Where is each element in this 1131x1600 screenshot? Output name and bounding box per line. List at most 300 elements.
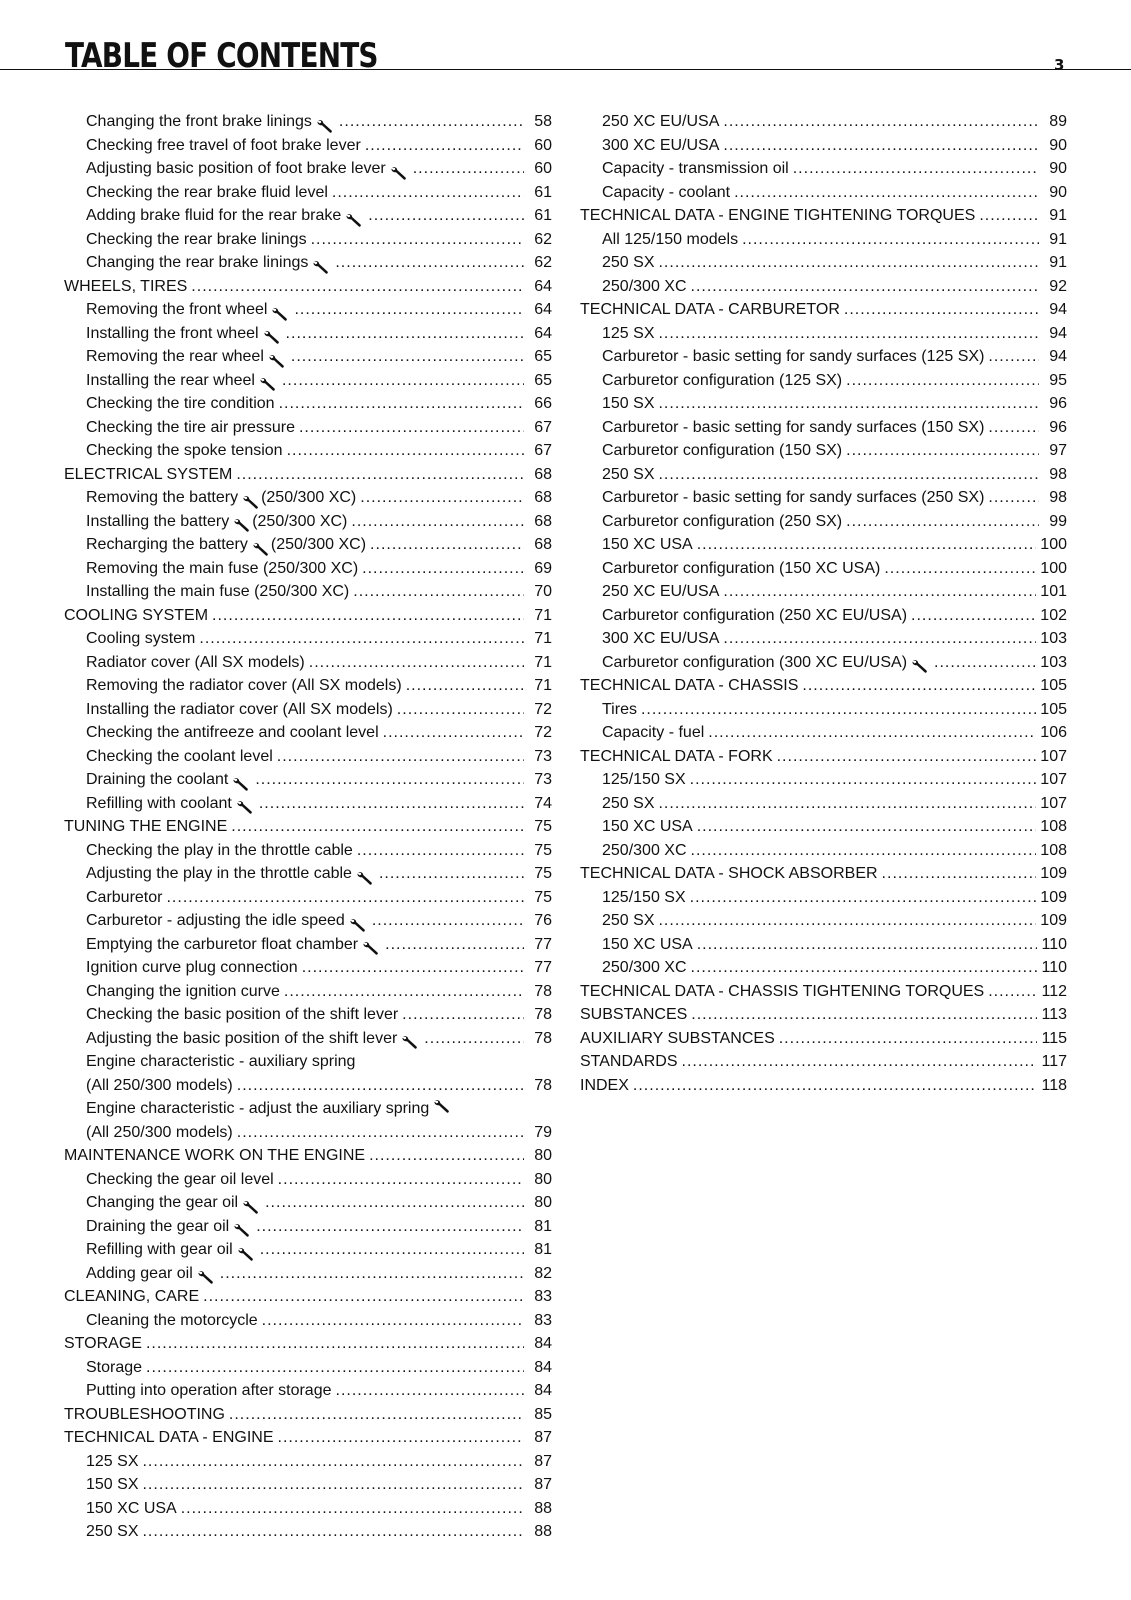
toc-entry[interactable]: [580, 463, 1067, 487]
toc-entry-label: 150 XC USA: [602, 536, 693, 553]
dot-leader: [397, 698, 524, 722]
toc-page-number: 81: [534, 1217, 552, 1235]
toc-entry-label: WHEELS, TIRES: [64, 277, 188, 295]
toc-entry[interactable]: [580, 956, 1067, 980]
dot-leader: [368, 204, 524, 228]
toc-entry[interactable]: [64, 557, 552, 581]
toc-entry[interactable]: [64, 1191, 552, 1215]
toc-page-number: 88: [534, 1523, 552, 1540]
toc-entry-label: Adding gear oil: [86, 1264, 193, 1282]
wrench-icon: [259, 377, 276, 392]
toc-entry-label: Checking the basic position of the shift lever: [86, 1006, 399, 1023]
dot-leader: [284, 980, 524, 1004]
toc-section-entry[interactable]: [580, 862, 1067, 886]
toc-entry-label: Cooling system: [86, 630, 196, 647]
toc-entry-label: CLEANING, CARE: [64, 1288, 200, 1305]
dot-leader: [237, 1074, 524, 1098]
toc-entry-label: Adjusting the basic position of the shift lever: [86, 1029, 398, 1047]
toc-entry[interactable]: [580, 627, 1067, 651]
dot-leader: [294, 298, 524, 322]
toc-page-number: 117: [1041, 1053, 1067, 1070]
toc-entry[interactable]: [64, 345, 552, 369]
dot-leader: [742, 228, 1039, 252]
toc-entry-label: TECHNICAL DATA - CHASSIS: [580, 677, 799, 694]
toc-entry-label: Tires: [602, 700, 637, 718]
dot-leader: [385, 933, 524, 957]
toc-entry-label: Installing the front wheel: [86, 324, 259, 342]
toc-page-number: 108: [1040, 818, 1067, 835]
wrench-icon: [312, 260, 329, 275]
toc-section-entry[interactable]: [64, 815, 552, 839]
toc-entry[interactable]: [64, 1168, 552, 1192]
toc-entry[interactable]: [580, 322, 1067, 346]
toc-entry[interactable]: [580, 134, 1067, 158]
toc-entry[interactable]: [64, 745, 552, 769]
dot-leader: [335, 251, 524, 275]
toc-section-entry[interactable]: [580, 745, 1067, 769]
dot-leader: [142, 1450, 524, 1474]
toc-entry-label: Emptying the carburetor float chamber: [86, 935, 359, 953]
dot-leader: [277, 745, 524, 769]
toc-entry-label: 250/300 XC: [602, 277, 687, 295]
toc-entry-label: 125 SX: [86, 1452, 139, 1470]
toc-page-number: 65: [534, 348, 552, 365]
toc-entry-label: Changing the front brake linings: [86, 113, 312, 130]
dot-leader: [723, 580, 1036, 604]
dot-leader: [278, 1426, 524, 1450]
toc-entry[interactable]: [64, 110, 552, 134]
toc-entry-label: Radiator cover (All SX models): [86, 653, 305, 671]
toc-page-number: 75: [534, 818, 552, 835]
dot-leader: [658, 909, 1036, 933]
toc-entry[interactable]: [64, 1497, 552, 1521]
toc-entry[interactable]: [580, 157, 1067, 181]
toc-page-number: 91: [1049, 207, 1067, 224]
dot-leader: [691, 275, 1039, 299]
toc-page-number: 96: [1049, 395, 1067, 412]
toc-entry[interactable]: [64, 1238, 552, 1262]
dot-leader: [402, 1003, 524, 1027]
wrench-icon: [242, 495, 259, 510]
toc-left-column: [64, 110, 552, 1544]
toc-page-number: 80: [534, 1194, 552, 1211]
toc-page-number: 102: [1040, 606, 1067, 624]
toc-entry-second-line: [86, 1074, 552, 1098]
toc-page-number: 75: [534, 841, 552, 859]
toc-entry[interactable]: [64, 651, 552, 675]
toc-entry-label: Carburetor - adjusting the idle speed: [86, 912, 345, 929]
toc-page-number: 85: [534, 1405, 552, 1423]
toc-entry[interactable]: [64, 862, 552, 886]
toc-section-entry[interactable]: [64, 1144, 552, 1168]
toc-entry[interactable]: [64, 1215, 552, 1239]
toc-page-number: 78: [534, 1029, 552, 1047]
toc-entry[interactable]: [64, 416, 552, 440]
dot-leader: [882, 862, 1037, 886]
toc-entry[interactable]: [64, 1450, 552, 1474]
toc-entry[interactable]: [580, 933, 1067, 957]
toc-entry-label: Checking the gear oil level: [86, 1170, 274, 1188]
toc-entry[interactable]: [580, 792, 1067, 816]
toc-entry[interactable]: [64, 228, 552, 252]
toc-entry[interactable]: [64, 369, 552, 393]
toc-page-number: 83: [534, 1311, 552, 1329]
toc-entry-label: Carburetor - basic setting for sandy surfaces (250 SX): [602, 489, 985, 506]
dot-leader: [723, 134, 1039, 158]
toc-entry[interactable]: [64, 1050, 552, 1097]
toc-entry-label: TROUBLESHOOTING: [64, 1405, 225, 1423]
toc-entry[interactable]: [64, 956, 552, 980]
toc-entry-label: Changing the rear brake linings: [86, 254, 309, 271]
toc-page-number: 110: [1041, 935, 1067, 953]
toc-entry[interactable]: [580, 721, 1067, 745]
toc-entry-label: 250 SX: [86, 1523, 139, 1540]
dot-leader: [357, 839, 524, 863]
toc-entry[interactable]: [64, 839, 552, 863]
toc-entry[interactable]: [64, 510, 552, 534]
wrench-icon: [242, 1200, 259, 1215]
toc-page-number: 118: [1041, 1076, 1067, 1094]
dot-leader: [911, 604, 1036, 628]
toc-entry[interactable]: [64, 1520, 552, 1544]
toc-section-entry[interactable]: [580, 1050, 1067, 1074]
wrench-icon: [197, 1270, 214, 1285]
toc-entry[interactable]: [580, 557, 1067, 581]
toc-entry-label: 300 XC EU/USA: [602, 630, 720, 647]
toc-page-number: 64: [534, 301, 552, 318]
toc-page-number: 78: [534, 1076, 552, 1094]
toc-section-entry[interactable]: [64, 463, 552, 487]
dot-leader: [237, 1121, 524, 1145]
toc-entry-label: Refilling with coolant: [86, 794, 232, 812]
toc-section-entry[interactable]: [580, 204, 1067, 228]
toc-entry[interactable]: [64, 698, 552, 722]
wrench-icon: [271, 307, 288, 322]
dot-leader: [988, 980, 1037, 1004]
toc-entry[interactable]: [64, 792, 552, 816]
wrench-icon: [911, 659, 928, 674]
dot-leader: [265, 1191, 524, 1215]
toc-entry[interactable]: [64, 909, 552, 933]
toc-entry[interactable]: [580, 651, 1067, 675]
dot-leader: [697, 533, 1037, 557]
toc-entry-label: COOLING SYSTEM: [64, 606, 209, 624]
toc-entry[interactable]: [64, 721, 552, 745]
toc-entry-label: Removing the battery: [86, 489, 239, 506]
toc-section-entry[interactable]: [580, 980, 1067, 1004]
toc-entry-label: Checking the tire air pressure: [86, 418, 295, 436]
toc-entry-label: Installing the main fuse (250/300 XC): [86, 583, 350, 600]
toc-entry-label: Checking the rear brake fluid level: [86, 183, 328, 201]
toc-page-number: 75: [534, 888, 552, 906]
toc-entry[interactable]: [64, 392, 552, 416]
toc-page-number: 71: [534, 606, 552, 624]
dot-leader: [424, 1027, 524, 1051]
toc-entry-label: 250 SX: [602, 254, 655, 271]
dot-leader: [279, 392, 524, 416]
toc-page-number: 91: [1049, 230, 1067, 248]
toc-entry[interactable]: [580, 369, 1067, 393]
toc-page-number: 68: [534, 512, 552, 530]
toc-page-number: 68: [534, 465, 552, 483]
toc-page-number: 107: [1040, 794, 1067, 812]
toc-page-number: 83: [534, 1288, 552, 1305]
toc-entry-label: Draining the coolant: [86, 771, 229, 788]
toc-entry[interactable]: [64, 322, 552, 346]
toc-page-number: 71: [534, 653, 552, 671]
toc-entry-label: 250 SX: [602, 465, 655, 483]
toc-page-number: 89: [1049, 113, 1067, 130]
toc-entry[interactable]: [64, 1003, 552, 1027]
toc-entry[interactable]: [64, 157, 552, 181]
dot-leader: [360, 486, 524, 510]
dot-leader: [846, 439, 1039, 463]
toc-entry[interactable]: [64, 134, 552, 158]
dot-leader: [203, 1285, 524, 1309]
toc-entry[interactable]: [64, 204, 552, 228]
dot-leader: [259, 792, 524, 816]
toc-entry-label: STORAGE: [64, 1335, 142, 1352]
toc-section-entry[interactable]: [64, 275, 552, 299]
toc-entry-label: 150 XC USA: [602, 818, 693, 835]
toc-entry[interactable]: [580, 275, 1067, 299]
toc-page-number: 84: [534, 1382, 552, 1399]
toc-page-number: 95: [1049, 371, 1067, 389]
toc-page-number: 76: [534, 912, 552, 929]
toc-entry[interactable]: [64, 886, 552, 910]
toc-entry-label: Changing the ignition curve: [86, 982, 280, 1000]
dot-leader: [369, 1144, 524, 1168]
toc-entry[interactable]: [580, 416, 1067, 440]
toc-entry[interactable]: [64, 933, 552, 957]
toc-section-entry[interactable]: [64, 1332, 552, 1356]
toc-entry-label: Installing the radiator cover (All SX models): [86, 700, 393, 718]
toc-page-number: 100: [1040, 559, 1067, 577]
dot-leader: [220, 1262, 524, 1286]
toc-entry-label: INDEX: [580, 1076, 629, 1094]
toc-page-number: 60: [534, 136, 552, 154]
toc-page-number: 97: [1049, 442, 1067, 459]
toc-entry[interactable]: [64, 439, 552, 463]
toc-entry[interactable]: [64, 181, 552, 205]
toc-entry[interactable]: [64, 533, 552, 557]
wrench-icon: [236, 800, 253, 815]
toc-entry[interactable]: [64, 627, 552, 651]
toc-entry[interactable]: [580, 510, 1067, 534]
toc-page-number: 90: [1049, 136, 1067, 154]
toc-entry-label: Removing the main fuse (250/300 XC): [86, 559, 359, 577]
toc-entry[interactable]: [580, 768, 1067, 792]
toc-entry[interactable]: [64, 486, 552, 510]
toc-entry[interactable]: [580, 580, 1067, 604]
toc-entry[interactable]: [64, 1309, 552, 1333]
dot-leader: [236, 463, 524, 487]
toc-page-number: 61: [534, 183, 552, 201]
toc-page-number: 99: [1049, 512, 1067, 530]
toc-entry-label: 125/150 SX: [602, 771, 686, 788]
toc-entry[interactable]: [580, 439, 1067, 463]
dot-leader: [286, 322, 524, 346]
toc-entry[interactable]: [580, 815, 1067, 839]
toc-section-entry[interactable]: [580, 298, 1067, 322]
toc-entry[interactable]: [580, 486, 1067, 510]
toc-entry-label: TECHNICAL DATA - ENGINE: [64, 1429, 274, 1446]
dot-leader: [379, 862, 524, 886]
toc-entry-label: Capacity - coolant: [602, 183, 731, 201]
toc-entry-label: TUNING THE ENGINE: [64, 818, 228, 835]
toc-page-number: 110: [1041, 959, 1067, 976]
toc-entry[interactable]: [580, 228, 1067, 252]
toc-page-number: 96: [1049, 418, 1067, 436]
toc-entry-suffix: (250/300 XC): [261, 489, 357, 506]
toc-entry[interactable]: [580, 181, 1067, 205]
toc-entry[interactable]: [64, 674, 552, 698]
wrench-icon: [252, 542, 269, 557]
toc-page-number: 64: [534, 324, 552, 342]
toc-entry[interactable]: [580, 839, 1067, 863]
toc-entry[interactable]: [64, 1356, 552, 1380]
toc-entry[interactable]: [580, 110, 1067, 134]
toc-entry[interactable]: [580, 345, 1067, 369]
toc-page-number: 64: [534, 277, 552, 295]
dot-leader: [311, 228, 524, 252]
toc-entry-label: Storage: [86, 1358, 143, 1376]
dot-leader: [181, 1497, 524, 1521]
dot-leader: [302, 956, 524, 980]
dot-leader: [691, 839, 1037, 863]
toc-entry[interactable]: [64, 1262, 552, 1286]
toc-entry[interactable]: [64, 1379, 552, 1403]
toc-entry-label: Adjusting basic position of foot brake lever: [86, 160, 386, 177]
toc-entry[interactable]: [580, 604, 1067, 628]
toc-entry-label: Carburetor: [86, 888, 163, 906]
toc-entry-label: Recharging the battery: [86, 536, 248, 553]
toc-page-number: 71: [534, 677, 552, 694]
dot-leader: [979, 204, 1039, 228]
dot-leader: [255, 768, 524, 792]
dot-leader: [658, 463, 1039, 487]
wrench-icon: [263, 330, 280, 345]
toc-page-number: 90: [1049, 160, 1067, 177]
toc-page-number: 90: [1049, 183, 1067, 201]
dot-leader: [336, 1379, 525, 1403]
toc-entry-label: Capacity - fuel: [602, 724, 705, 741]
toc-entry-label: Removing the rear wheel: [86, 348, 264, 365]
toc-entry-label: 150 XC USA: [86, 1499, 177, 1517]
toc-entry-label: Installing the battery: [86, 512, 230, 530]
toc-page-number: 112: [1041, 982, 1067, 1000]
toc-entry-label: Carburetor configuration (250 SX): [602, 512, 843, 530]
dot-leader: [339, 110, 524, 134]
toc-page-number: 65: [534, 371, 552, 389]
toc-entry[interactable]: [64, 1097, 552, 1144]
toc-page-number: 88: [534, 1499, 552, 1517]
toc-section-entry[interactable]: [580, 1074, 1067, 1098]
toc-page-number: 67: [534, 418, 552, 436]
toc-entry-label: 150 SX: [86, 1476, 139, 1493]
toc-entry-label: Installing the rear wheel: [86, 371, 255, 389]
toc-entry-first-line: [86, 1097, 552, 1121]
toc-page-number: 78: [534, 982, 552, 1000]
toc-section-entry[interactable]: [64, 1285, 552, 1309]
wrench-icon: [362, 941, 379, 956]
dot-leader: [231, 815, 524, 839]
toc-page-number: 94: [1049, 301, 1067, 318]
toc-entry-label: Carburetor - basic setting for sandy surfaces (150 SX): [602, 418, 985, 436]
dot-leader: [734, 181, 1039, 205]
toc-entry[interactable]: [64, 980, 552, 1004]
toc-page-number: 73: [534, 771, 552, 788]
toc-section-entry[interactable]: [580, 1027, 1067, 1051]
dot-leader: [691, 956, 1038, 980]
toc-section-entry[interactable]: [64, 604, 552, 628]
toc-page-number: 108: [1040, 841, 1067, 859]
dot-leader: [691, 1003, 1037, 1027]
toc-entry[interactable]: [64, 580, 552, 604]
toc-entry-label: TECHNICAL DATA - ENGINE TIGHTENING TORQUES: [580, 207, 976, 224]
toc-entry[interactable]: [580, 698, 1067, 722]
toc-entry-label: Adding brake fluid for the rear brake: [86, 207, 342, 224]
toc-entry[interactable]: [580, 533, 1067, 557]
dot-leader: [697, 815, 1037, 839]
toc-page-number: 115: [1041, 1029, 1067, 1047]
toc-section-entry[interactable]: [580, 1003, 1067, 1027]
toc-entry[interactable]: [580, 886, 1067, 910]
toc-entry[interactable]: [64, 768, 552, 792]
toc-entry-suffix: (250/300 XC): [252, 512, 348, 530]
toc-page-number: 94: [1049, 324, 1067, 342]
dot-leader: [413, 157, 524, 181]
toc-entry-label: Ignition curve plug connection: [86, 959, 298, 976]
toc-entry[interactable]: [64, 298, 552, 322]
toc-entry[interactable]: [580, 392, 1067, 416]
dot-leader: [658, 392, 1039, 416]
toc-page-number: 87: [534, 1452, 552, 1470]
toc-entry-label: Draining the gear oil: [86, 1217, 230, 1235]
toc-entry-label: Checking the tire condition: [86, 395, 275, 412]
toc-entry-label: 250/300 XC: [602, 959, 687, 976]
wrench-icon: [233, 518, 250, 533]
toc-entry-label: 250 XC EU/USA: [602, 583, 720, 600]
toc-entry[interactable]: [580, 251, 1067, 275]
dot-leader: [406, 674, 524, 698]
toc-page-number: 92: [1049, 277, 1067, 295]
wrench-icon: [237, 1247, 254, 1262]
wrench-icon: [316, 119, 333, 134]
toc-right-column: [580, 110, 1067, 1097]
dot-leader: [846, 369, 1039, 393]
dot-leader: [641, 698, 1036, 722]
toc-entry[interactable]: [580, 909, 1067, 933]
toc-entry[interactable]: [64, 251, 552, 275]
wrench-icon: [349, 918, 366, 933]
toc-section-entry[interactable]: [580, 674, 1067, 698]
toc-page-number: 80: [534, 1147, 552, 1164]
toc-page-number: 80: [534, 1170, 552, 1188]
toc-page-number: 77: [534, 935, 552, 953]
toc-page-number: 87: [534, 1429, 552, 1446]
toc-entry[interactable]: [64, 1473, 552, 1497]
wrench-icon: [401, 1035, 418, 1050]
toc-page-number: 62: [534, 254, 552, 271]
toc-entry[interactable]: [64, 1027, 552, 1051]
toc-entry-label: 125/150 SX: [602, 888, 686, 906]
toc-entry-label: TECHNICAL DATA - CARBURETOR: [580, 301, 840, 318]
dot-leader: [262, 1309, 524, 1333]
toc-section-entry[interactable]: [64, 1426, 552, 1450]
dot-leader: [682, 1050, 1038, 1074]
toc-section-entry[interactable]: [64, 1403, 552, 1427]
